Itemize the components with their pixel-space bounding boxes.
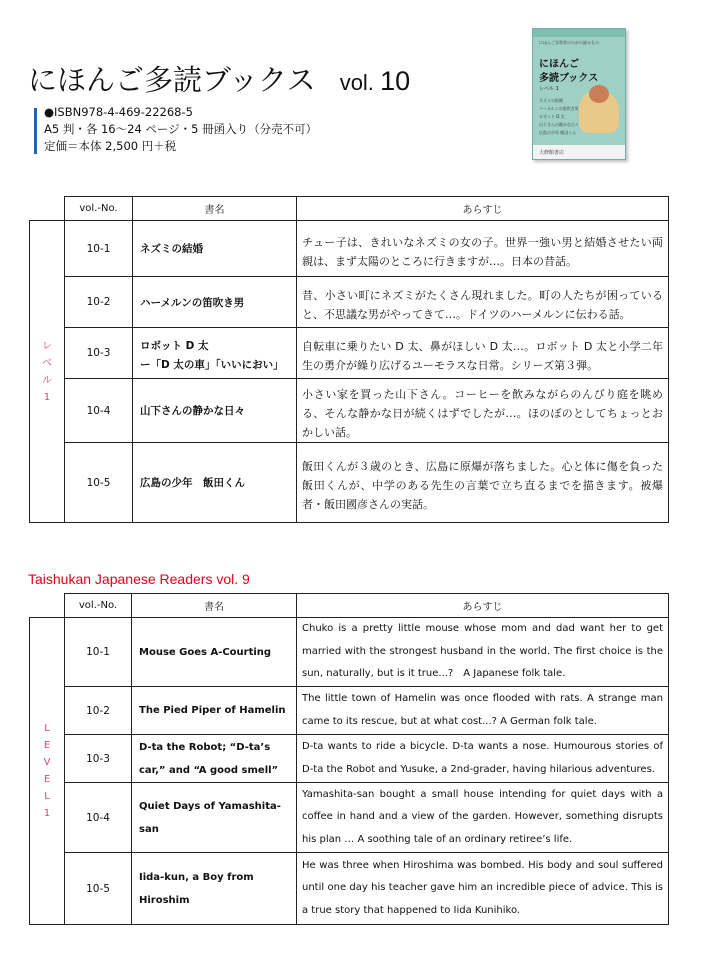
book-synopsis: The little town of Hamelin was once flooded with rats. A strange man came to its rescue, but at what cost...? A German folk tale.	[297, 687, 669, 735]
header-blank	[30, 594, 65, 618]
cover-top-text: にほんご学習者のための読みもの	[539, 40, 599, 45]
english-book-table	[29, 593, 669, 925]
vol-no: 10-5	[65, 443, 133, 523]
cover-top-band	[533, 29, 625, 37]
book-title: 広島の少年 飯田くん	[133, 443, 297, 523]
book-title: ハーメルンの笛吹き男	[133, 277, 297, 328]
book-synopsis: チュー子は、きれいなネズミの女の子。世界一強い男と結婚させたい両親は、まず太陽のところに行きますが…。日本の昔話。	[297, 221, 669, 277]
book-synopsis: 昔、小さい町にネズミがたくさん現れました。町の人たちが困っていると、不思議な男がやってきて…。ドイツのハーメルンに伝わる話。	[297, 277, 669, 328]
book-synopsis: D-ta wants to ride a bicycle. D-ta wants a nose. Humourous stories of D-ta the Robot and Yusuke, a 2nd-grader, having hilarious adventures.	[297, 735, 669, 783]
book-title: The Pied Piper of Hamelin	[132, 687, 297, 735]
header-blank	[30, 197, 65, 221]
table-row	[30, 687, 669, 735]
level-label-en: L E V E L 1	[30, 618, 65, 925]
book-synopsis: 小さい家を買った山下さん。コーヒーを飲みながらのんびり庭を眺める、そんな静かな日が続くはずでしたが…。ほのぼのとしてちょっとおかしい話。	[297, 379, 669, 443]
table-row	[30, 379, 669, 443]
table-row	[30, 277, 669, 328]
cover-title-line2: 多読ブックス	[539, 73, 599, 84]
isbn-text: ●ISBN978-4-469-22268-5	[44, 105, 193, 119]
vol-no: 10-4	[65, 783, 132, 853]
table-row	[30, 221, 669, 277]
book-synopsis: He was three when Hiroshima was bombed. His body and soul suffered until one day his teacher gave him an incredible piece of advice. This is a true story that happened to Iida Kunihiko.	[297, 853, 669, 925]
cover-title-line1: にほんご	[539, 59, 579, 70]
header-title: 書名	[133, 197, 297, 221]
japanese-book-table	[29, 196, 669, 523]
vol-no: 10-4	[65, 379, 133, 443]
cover-level: レベル 1	[539, 86, 559, 92]
book-title: ネズミの結婚	[133, 221, 297, 277]
meta-accent-bar	[34, 108, 37, 154]
level-label-jp: レ ベ ル 1	[30, 221, 65, 523]
header-title: 書名	[132, 594, 297, 618]
book-title: Mouse Goes A-Courting	[132, 618, 297, 687]
vol-no: 10-1	[65, 618, 132, 687]
section-title-english: Taishukan Japanese Readers vol. 9	[28, 571, 250, 587]
table-row	[30, 735, 669, 783]
book-synopsis: 自転車に乗りたい D 太、鼻がほしい D 太…。ロボット D 太と小学二年生の勇介が繰り広げるユーモラスな日常。シリーズ第３弾。	[297, 328, 669, 379]
cover-illustration-figure	[589, 85, 609, 103]
table-header-row	[30, 594, 669, 618]
vol-no: 10-1	[65, 221, 133, 277]
table-row	[30, 783, 669, 853]
vol-no: 10-2	[65, 277, 133, 328]
table-row	[30, 443, 669, 523]
series-title: にほんご多読ブックス	[28, 63, 316, 97]
table-row	[30, 328, 669, 379]
book-synopsis: Chuko is a pretty little mouse whose mom and dad want her to get married with the strongest husband in the world. The first choice is the sun, naturally, but is it true...? A Japanese folk tale.	[297, 618, 669, 687]
table-row	[30, 618, 669, 687]
volume-label: vol. 10	[339, 66, 411, 96]
cover-contents: ネズミの結婚 ハーメルンの笛吹き男 ロボット D 太 山下さんの静かな日々 広島の少年 飯田くん	[539, 98, 579, 135]
vol-no: 10-3	[65, 328, 133, 379]
book-synopsis: 飯田くんが３歳のとき、広島に原爆が落ちました。心と体に傷を負った飯田くんが、中学のある先生の言葉で立ち直るまでを描きます。被爆者・飯田國彦さんの実話。	[297, 443, 669, 523]
book-cover-image	[532, 28, 626, 160]
vol-no: 10-2	[65, 687, 132, 735]
book-title: D-ta the Robot; “D-ta’s car,” and “A good smell”	[132, 735, 297, 783]
page-title	[28, 58, 410, 99]
book-meta	[44, 104, 317, 155]
header-synopsis: あらすじ	[297, 197, 669, 221]
header-synopsis: あらすじ	[297, 594, 669, 618]
book-title: Quiet Days of Yamashita-san	[132, 783, 297, 853]
book-title: 山下さんの静かな日々	[133, 379, 297, 443]
vol-no: 10-5	[65, 853, 132, 925]
table-row	[30, 853, 669, 925]
book-title: Iida-kun, a Boy from Hiroshim	[132, 853, 297, 925]
spec-text: A5 判・各 16〜24 ページ・5 冊函入り（分売不可）	[44, 122, 318, 136]
book-title: ロボット D 太 ー「D 太の車」「いいにおい」	[133, 328, 297, 379]
price-text: 定価＝本体 2,500 円＋税	[44, 139, 177, 153]
vol-no: 10-3	[65, 735, 132, 783]
book-synopsis: Yamashita-san bought a small house intending for quiet days with a coffee in hand and a view of the garden. However, something disrupts his plan … A soothing tale of an ordinary retiree’s life.	[297, 783, 669, 853]
volume-number: 10	[380, 66, 411, 96]
cover-publisher: 大修館書店	[539, 150, 565, 156]
table-header-row	[30, 197, 669, 221]
header-volno: vol.-No.	[65, 197, 133, 221]
header-volno: vol.-No.	[65, 594, 132, 618]
